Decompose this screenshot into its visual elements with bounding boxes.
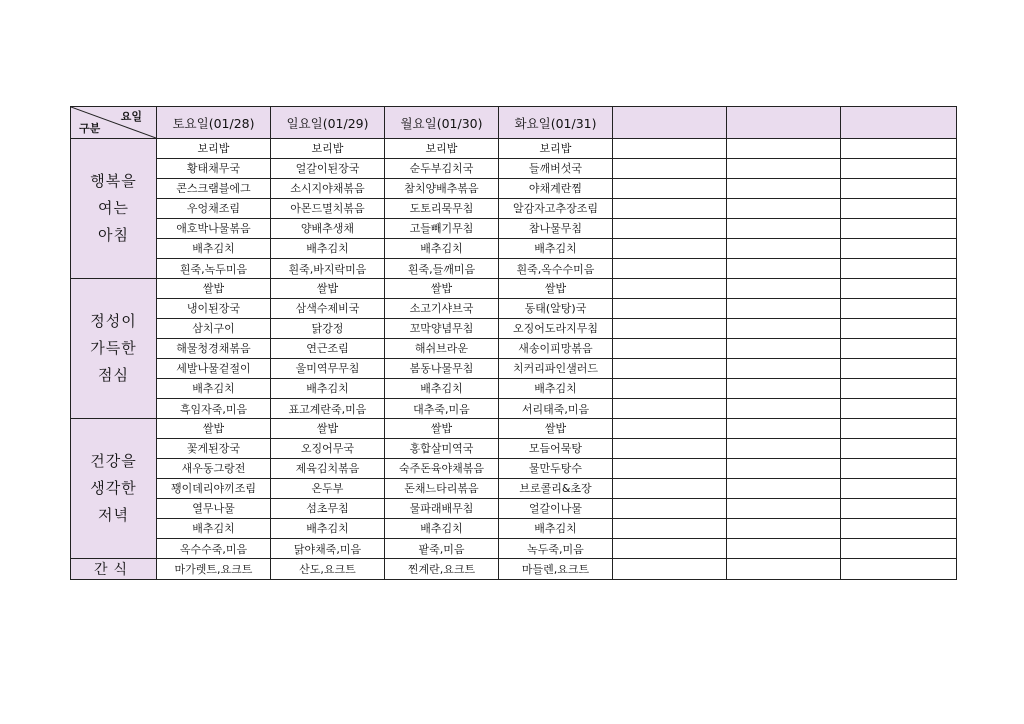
- dish-cell: 우엉채조림: [157, 199, 271, 219]
- snack-label-cell: 간식: [71, 559, 157, 580]
- dish-cell: 배추김치: [499, 239, 613, 259]
- empty-cell: [727, 359, 841, 379]
- dinner-row: [71, 419, 957, 439]
- empty-cell: [613, 179, 727, 199]
- empty-cell: [841, 379, 957, 399]
- porridge-cell: 흰죽,들깨미음: [385, 259, 499, 279]
- porridge-cell: 표고계란죽,미음: [271, 399, 385, 419]
- empty-cell: [841, 499, 957, 519]
- empty-cell: [727, 479, 841, 499]
- dish-cell: 오징어도라지무침: [499, 319, 613, 339]
- porridge-cell: 대추죽,미음: [385, 399, 499, 419]
- empty-cell: [613, 539, 727, 559]
- porridge-cell: 흰죽,옥수수미음: [499, 259, 613, 279]
- empty-cell: [841, 219, 957, 239]
- dish-cell: 소고기샤브국: [385, 299, 499, 319]
- lunch-row: [71, 299, 957, 319]
- empty-cell: [727, 499, 841, 519]
- day-header: 화요일(01/31): [499, 107, 613, 139]
- dish-cell: 배추김치: [271, 519, 385, 539]
- snack-cell: 산도,요크트: [271, 559, 385, 580]
- empty-cell: [613, 559, 727, 580]
- empty-cell: [613, 499, 727, 519]
- dish-cell: 해쉬브라운: [385, 339, 499, 359]
- empty-cell: [727, 539, 841, 559]
- dish-cell: 배추김치: [271, 379, 385, 399]
- dish-cell: 배추김치: [157, 519, 271, 539]
- dish-cell: 야채계란찜: [499, 179, 613, 199]
- empty-cell: [841, 459, 957, 479]
- empty-cell: [841, 179, 957, 199]
- empty-cell: [841, 139, 957, 159]
- lunch-row: [71, 279, 957, 299]
- empty-cell: [841, 399, 957, 419]
- dish-cell: 돈채느타리볶음: [385, 479, 499, 499]
- empty-cell: [841, 339, 957, 359]
- dish-cell: 섬초무침: [271, 499, 385, 519]
- porridge-cell: 흑임자죽,미음: [157, 399, 271, 419]
- breakfast-row: [71, 239, 957, 259]
- empty-cell: [727, 279, 841, 299]
- section-label-line: 점심: [98, 366, 129, 384]
- lunch-label-cell: [71, 279, 157, 419]
- empty-cell: [613, 419, 727, 439]
- porridge-cell: 닭야채죽,미음: [271, 539, 385, 559]
- dinner-row: [71, 519, 957, 539]
- dish-cell: 참치양배추볶음: [385, 179, 499, 199]
- header-row: [71, 107, 957, 139]
- porridge-cell: 흰죽,바지락미음: [271, 259, 385, 279]
- dinner-row: [71, 439, 957, 459]
- lunch-row: [71, 379, 957, 399]
- porridge-cell: 팥죽,미음: [385, 539, 499, 559]
- dish-cell: 물만두탕수: [499, 459, 613, 479]
- empty-cell: [613, 139, 727, 159]
- empty-cell: [841, 479, 957, 499]
- corner-day-label: 요일: [120, 110, 142, 123]
- dish-cell: 순두부김치국: [385, 159, 499, 179]
- empty-cell: [613, 359, 727, 379]
- dish-cell: 도토리묵무침: [385, 199, 499, 219]
- dish-cell: 콘스크램블에그: [157, 179, 271, 199]
- dish-cell: 물파래배무침: [385, 499, 499, 519]
- snack-cell: 마가렛트,요크트: [157, 559, 271, 580]
- dish-cell: 얼갈이나물: [499, 499, 613, 519]
- empty-cell: [727, 399, 841, 419]
- lunch-row: [71, 399, 957, 419]
- lunch-row: [71, 339, 957, 359]
- day-header: 월요일(01/30): [385, 107, 499, 139]
- empty-day-header: [727, 107, 841, 139]
- breakfast-label-cell: [71, 139, 157, 279]
- empty-cell: [727, 519, 841, 539]
- empty-cell: [727, 439, 841, 459]
- empty-cell: [727, 199, 841, 219]
- day-header: 일요일(01/29): [271, 107, 385, 139]
- section-label-line: 행복을: [90, 172, 137, 190]
- dish-cell: 제육김치볶음: [271, 459, 385, 479]
- dish-cell: 모듬어묵탕: [499, 439, 613, 459]
- empty-day-header: [841, 107, 957, 139]
- empty-cell: [727, 459, 841, 479]
- dish-cell: 연근조림: [271, 339, 385, 359]
- empty-cell: [613, 459, 727, 479]
- dish-cell: 들깨버섯국: [499, 159, 613, 179]
- empty-cell: [841, 419, 957, 439]
- section-label-line: 생각한: [90, 479, 137, 497]
- dish-cell: 온두부: [271, 479, 385, 499]
- empty-cell: [613, 199, 727, 219]
- dish-cell: 냉이된장국: [157, 299, 271, 319]
- dish-cell: 배추김치: [385, 519, 499, 539]
- dish-cell: 양배추생채: [271, 219, 385, 239]
- empty-cell: [841, 359, 957, 379]
- empty-cell: [613, 399, 727, 419]
- dish-cell: 닭강정: [271, 319, 385, 339]
- empty-cell: [841, 199, 957, 219]
- dish-cell: 배추김치: [271, 239, 385, 259]
- breakfast-row: [71, 219, 957, 239]
- empty-cell: [727, 379, 841, 399]
- empty-cell: [727, 559, 841, 580]
- section-label-line: 저녁: [98, 506, 129, 524]
- dish-cell: 배추김치: [157, 379, 271, 399]
- dinner-row: [71, 459, 957, 479]
- empty-cell: [727, 259, 841, 279]
- dish-cell: 봄동나물무침: [385, 359, 499, 379]
- porridge-cell: 흰죽,녹두미음: [157, 259, 271, 279]
- dish-cell: 새송이피망볶음: [499, 339, 613, 359]
- empty-cell: [841, 159, 957, 179]
- breakfast-row: [71, 179, 957, 199]
- dish-cell: 얼갈이된장국: [271, 159, 385, 179]
- dish-cell: 애호박나물볶음: [157, 219, 271, 239]
- empty-day-header: [613, 107, 727, 139]
- dish-cell: 보리밥: [385, 139, 499, 159]
- snack-cell: 마들렌,요크트: [499, 559, 613, 580]
- dish-cell: 해물청경채볶음: [157, 339, 271, 359]
- dish-cell: 참나물무침: [499, 219, 613, 239]
- snack-row: [71, 559, 957, 580]
- dinner-row: [71, 539, 957, 559]
- empty-cell: [841, 319, 957, 339]
- empty-cell: [613, 519, 727, 539]
- dish-cell: 열무나물: [157, 499, 271, 519]
- dish-cell: 아몬드멸치볶음: [271, 199, 385, 219]
- menu-body: [71, 139, 957, 580]
- dish-cell: 꼬막양념무침: [385, 319, 499, 339]
- porridge-cell: 서리태죽,미음: [499, 399, 613, 419]
- empty-cell: [841, 299, 957, 319]
- empty-cell: [841, 439, 957, 459]
- dish-cell: 브로콜리&초장: [499, 479, 613, 499]
- dish-cell: 배추김치: [385, 239, 499, 259]
- section-label-line: 정성이: [90, 312, 137, 330]
- section-label-line: 가득한: [90, 339, 137, 357]
- empty-cell: [727, 219, 841, 239]
- empty-cell: [613, 279, 727, 299]
- empty-cell: [613, 219, 727, 239]
- day-header: 토요일(01/28): [157, 107, 271, 139]
- empty-cell: [841, 279, 957, 299]
- empty-cell: [727, 159, 841, 179]
- dinner-row: [71, 479, 957, 499]
- empty-cell: [727, 339, 841, 359]
- dish-cell: 숙주돈육야채볶음: [385, 459, 499, 479]
- weekly-meal-table: [70, 106, 957, 580]
- dish-cell: 삼치구이: [157, 319, 271, 339]
- empty-cell: [841, 259, 957, 279]
- porridge-cell: 녹두죽,미음: [499, 539, 613, 559]
- empty-cell: [613, 319, 727, 339]
- dish-cell: 보리밥: [271, 139, 385, 159]
- empty-cell: [613, 379, 727, 399]
- corner-cell: [71, 107, 157, 139]
- empty-cell: [613, 259, 727, 279]
- dish-cell: 보리밥: [499, 139, 613, 159]
- dish-cell: 삼색수제비국: [271, 299, 385, 319]
- dish-cell: 쌀밥: [271, 419, 385, 439]
- dish-cell: 홍합살미역국: [385, 439, 499, 459]
- dish-cell: 쌀밥: [157, 279, 271, 299]
- corner-category-label: 구분: [79, 122, 101, 135]
- section-label-line: 아침: [98, 226, 129, 244]
- empty-cell: [613, 479, 727, 499]
- empty-cell: [613, 439, 727, 459]
- dinner-row: [71, 499, 957, 519]
- empty-cell: [727, 179, 841, 199]
- empty-cell: [727, 299, 841, 319]
- porridge-cell: 옥수수죽,미음: [157, 539, 271, 559]
- empty-cell: [727, 319, 841, 339]
- dish-cell: 배추김치: [499, 379, 613, 399]
- dish-cell: 새우동그랑전: [157, 459, 271, 479]
- dish-cell: 배추김치: [385, 379, 499, 399]
- dish-cell: 쌀밥: [499, 419, 613, 439]
- dish-cell: 쌀밥: [385, 279, 499, 299]
- dish-cell: 꽹이데리야끼조림: [157, 479, 271, 499]
- lunch-row: [71, 319, 957, 339]
- empty-cell: [841, 519, 957, 539]
- empty-cell: [841, 539, 957, 559]
- dish-cell: 쌀밥: [385, 419, 499, 439]
- empty-cell: [613, 299, 727, 319]
- dish-cell: 소시지야채볶음: [271, 179, 385, 199]
- dish-cell: 황태채무국: [157, 159, 271, 179]
- empty-cell: [727, 419, 841, 439]
- empty-cell: [613, 239, 727, 259]
- empty-cell: [841, 559, 957, 580]
- empty-cell: [727, 139, 841, 159]
- dish-cell: 오징어무국: [271, 439, 385, 459]
- empty-cell: [727, 239, 841, 259]
- dish-cell: 세발나물겉절이: [157, 359, 271, 379]
- dish-cell: 배추김치: [499, 519, 613, 539]
- empty-cell: [613, 339, 727, 359]
- dish-cell: 배추김치: [157, 239, 271, 259]
- dish-cell: 쌀밥: [157, 419, 271, 439]
- dish-cell: 알감자고추장조림: [499, 199, 613, 219]
- breakfast-row: [71, 199, 957, 219]
- dish-cell: 동태(알탕)국: [499, 299, 613, 319]
- section-label-line: 여는: [98, 199, 129, 217]
- breakfast-row: [71, 159, 957, 179]
- breakfast-row: [71, 139, 957, 159]
- dish-cell: 쌀밥: [271, 279, 385, 299]
- section-label-line: 건강을: [90, 452, 137, 470]
- lunch-row: [71, 359, 957, 379]
- dish-cell: 보리밥: [157, 139, 271, 159]
- dish-cell: 쌀밥: [499, 279, 613, 299]
- breakfast-row: [71, 259, 957, 279]
- dish-cell: 고들빼기무침: [385, 219, 499, 239]
- empty-cell: [613, 159, 727, 179]
- dish-cell: 꽃게된장국: [157, 439, 271, 459]
- dish-cell: 치커리파인샐러드: [499, 359, 613, 379]
- snack-cell: 찐계란,요크트: [385, 559, 499, 580]
- dinner-label-cell: [71, 419, 157, 559]
- empty-cell: [841, 239, 957, 259]
- dish-cell: 울미역무무침: [271, 359, 385, 379]
